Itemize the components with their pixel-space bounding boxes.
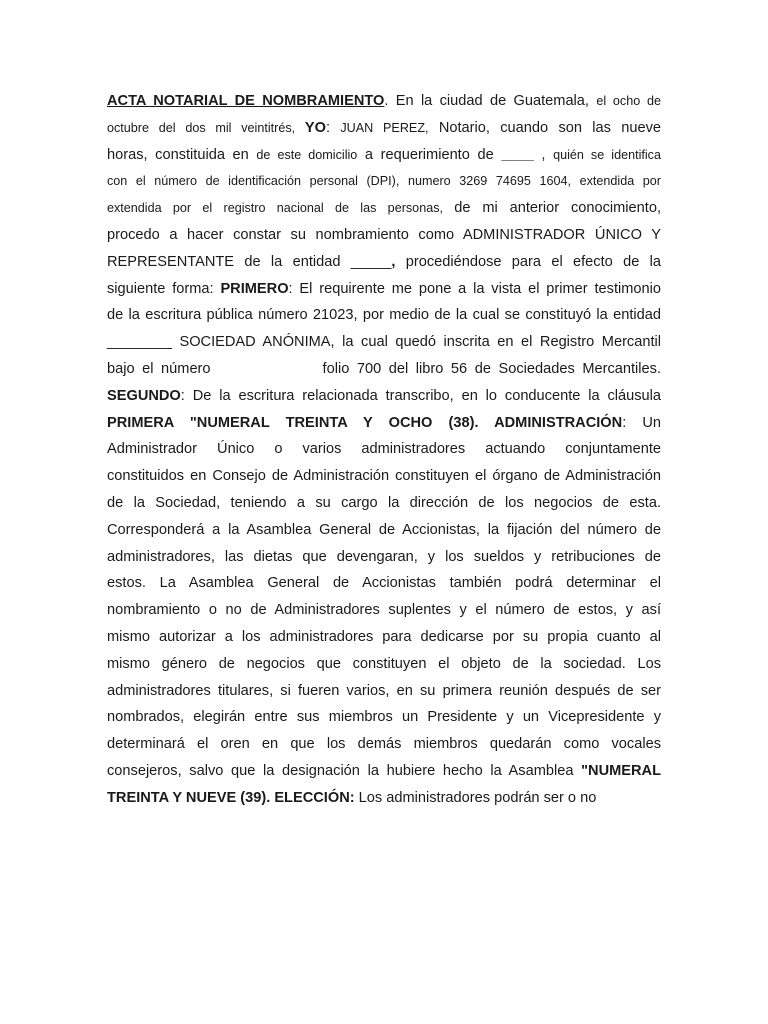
- text-segment: de la Sociedad, teniendo a su cargo la dirección de los negocios de esta.: [107, 494, 661, 511]
- text-segment: YO: [304, 119, 326, 136]
- document-line: [107, 168, 661, 195]
- text-segment: siguiente forma:: [107, 280, 221, 297]
- document-line: [107, 329, 661, 356]
- document-line: [107, 249, 661, 276]
- text-segment: "NUMERAL: [581, 762, 661, 779]
- document-line: [107, 517, 661, 544]
- document-line: [107, 222, 661, 249]
- text-segment: ________ SOCIEDAD ANÓNIMA, la cual quedó inscrita en el Registro Mercantil: [107, 334, 661, 351]
- text-segment: Notario, cuando son las nueve: [428, 119, 662, 136]
- text-segment: : El requirente me pone a la vista el primer testimonio: [288, 280, 661, 297]
- document-line: [107, 115, 661, 142]
- document-body: [107, 88, 661, 812]
- document-line: [107, 704, 661, 731]
- text-segment: bajo el número: [107, 360, 211, 377]
- text-segment: mismo autorizar a los administradores para dedicarse por su propia cuanto al: [107, 628, 661, 645]
- document-line: [107, 624, 661, 651]
- text-segment: : Un: [622, 414, 662, 431]
- text-segment: Administrador Único o varios administradores actuando conjuntamente: [107, 441, 661, 458]
- text-segment: procedo a hacer constar su nombramiento como ADMINISTRADOR ÚNICO Y: [107, 226, 661, 243]
- text-segment: horas, constituida en: [107, 146, 257, 163]
- document-line: [107, 678, 661, 705]
- document-line: [107, 544, 661, 571]
- text-segment: con el número de identificación personal (DPI), numero 3269 74695 1604, extendida por: [107, 174, 661, 189]
- document-line: [107, 785, 661, 812]
- text-segment: ACTA NOTARIAL DE NOMBRAMIENTO: [107, 93, 385, 109]
- text-segment: procediéndose para el efecto de la: [395, 253, 661, 270]
- text-segment: octubre del dos mil veintitrés,: [107, 120, 305, 135]
- text-segment: de este domicilio: [256, 147, 358, 162]
- text-segment: PRIMERO: [220, 280, 289, 297]
- text-segment: Los administradores podrán ser o no: [354, 789, 597, 806]
- text-segment: extendida por el registro nacional de las personas,: [107, 201, 455, 216]
- text-segment: ,: [533, 146, 554, 163]
- document-line: [107, 142, 661, 169]
- text-segment: administradores titulares, si fueren varios, en su primera reunión después de ser: [107, 682, 661, 699]
- text-segment: . En la ciudad de Guatemala,: [384, 93, 597, 109]
- document-line: [107, 302, 661, 329]
- document-line: [107, 276, 661, 303]
- text-segment: ,: [391, 253, 396, 270]
- document-line: [107, 731, 661, 758]
- text-segment: consejeros, salvo que la designación la hubiere hecho la Asamblea: [107, 762, 582, 779]
- document-line: [107, 88, 661, 115]
- text-segment: :: [326, 119, 341, 136]
- text-segment: a requerimiento de: [357, 146, 502, 163]
- text-segment: SEGUNDO: [107, 387, 181, 404]
- document-line: [107, 463, 661, 490]
- text-segment: folio 700 del libro 56 de Sociedades Mercantiles.: [322, 360, 661, 377]
- text-segment: REPRESENTANTE de la entidad _____: [107, 253, 392, 270]
- document-line: [107, 436, 661, 463]
- text-segment: determinará el oren en que los demás miembros quedarán como vocales: [107, 736, 661, 753]
- document-line: [107, 383, 661, 410]
- text-segment: mismo género de negocios que constituyen el objeto de la sociedad. Los: [107, 655, 661, 672]
- text-segment: : De la escritura relacionada transcribo, en lo conducente la cláusula: [180, 387, 661, 404]
- text-segment: JUAN PEREZ,: [340, 120, 429, 135]
- document-line: [107, 410, 661, 437]
- text-segment: Corresponderá a la Asamblea General de Accionistas, la fijación del número de: [107, 521, 661, 538]
- text-segment: de la escritura pública número 21023, por medio de la cual se constituyó la entidad: [107, 307, 661, 324]
- document-line: [107, 570, 661, 597]
- document-line: [107, 490, 661, 517]
- document-line: [107, 597, 661, 624]
- text-segment: de mi anterior conocimiento,: [454, 200, 661, 217]
- document-line: [107, 758, 661, 785]
- document-line: [107, 651, 661, 678]
- text-segment: ____: [501, 146, 534, 163]
- document-line: [107, 195, 661, 222]
- text-segment: constituidos en Consejo de Administración constituyen el órgano de Administración: [107, 468, 661, 485]
- text-segment: TREINTA Y NUEVE (39). ELECCIÓN:: [107, 789, 355, 806]
- text-segment: administradores, las dietas que devengaran, y los sueldos y retribuciones de: [107, 548, 661, 565]
- text-segment: PRIMERA "NUMERAL TREINTA Y OCHO (38). ADMINISTRACIÓN: [107, 414, 623, 431]
- text-segment: nombrados, elegirán entre sus miembros un Presidente y un Vicepresidente y: [107, 709, 661, 726]
- document-line: [107, 356, 661, 383]
- text-segment: el ocho de: [596, 94, 661, 108]
- text-segment: nombramiento o no de Administradores suplentes y el número de estos, y así: [107, 602, 661, 619]
- text-segment: quién se identifica: [553, 147, 661, 162]
- text-segment: estos. La Asamblea General de Accionistas también podrá determinar el: [107, 575, 661, 592]
